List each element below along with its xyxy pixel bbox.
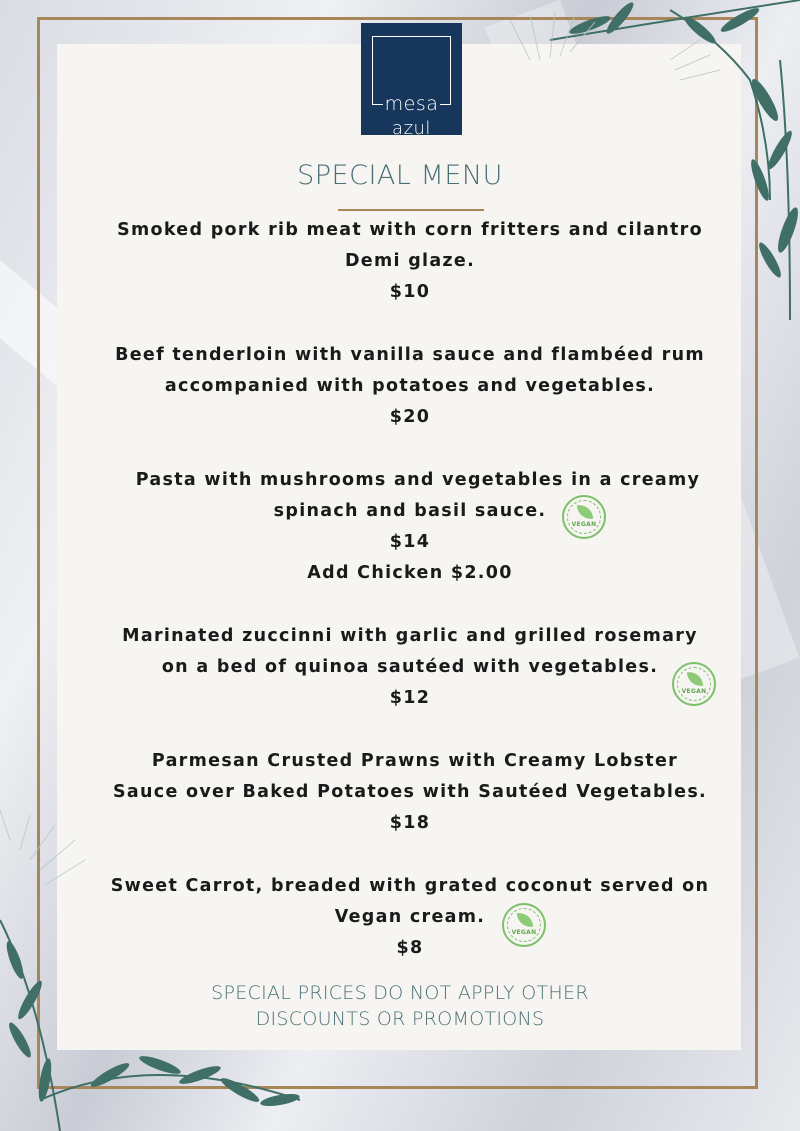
item-price: $8 — [396, 938, 424, 958]
item-addon: Add Chicken $2.00 — [307, 563, 513, 583]
item-price: $10 — [389, 282, 431, 302]
item-price: $20 — [389, 407, 431, 427]
footer-note — [0, 980, 800, 1032]
menu-item — [60, 746, 760, 839]
menu-title: SPECIAL MENU — [297, 160, 503, 191]
brand-name-line2: azul — [392, 118, 431, 139]
item-description-line: Vegan cream. — [334, 907, 486, 927]
item-description-line: on a bed of quinoa sautéed with vegetables. — [161, 657, 659, 677]
vegan-badge-icon: VEGAN — [502, 903, 546, 947]
brand-name-line1: mesa — [384, 93, 439, 115]
menu-item — [60, 621, 760, 714]
item-description-line: spinach and basil sauce. — [273, 501, 547, 521]
item-description-line: Demi glaze. — [344, 251, 476, 271]
item-description-line: Beef tenderloin with vanilla sauce and flambéed rum — [115, 345, 705, 365]
menu-item — [60, 340, 760, 433]
item-price: $12 — [389, 688, 431, 708]
item-description-line: Marinated zuccinni with garlic and grilled rosemary — [122, 626, 698, 646]
item-description-line: Smoked pork rib meat with corn fritters and cilantro — [117, 220, 703, 240]
vegan-badge-icon: VEGAN — [672, 662, 716, 706]
menu-item — [60, 215, 760, 308]
item-price: $18 — [389, 813, 431, 833]
menu-item — [60, 465, 760, 589]
footer-line1: SPECIAL PRICES DO NOT APPLY OTHER — [211, 982, 589, 1004]
menu-item — [60, 871, 760, 964]
item-price: $14 — [389, 532, 431, 552]
item-description-line: Sauce over Baked Potatoes with Sautéed Vegetables. — [113, 782, 707, 802]
item-description-line: Parmesan Crusted Prawns with Creamy Lobster — [151, 751, 679, 771]
brand-logo — [361, 23, 462, 139]
item-description-line: Pasta with mushrooms and vegetables in a creamy — [135, 470, 701, 490]
footer-line2: DISCOUNTS OR PROMOTIONS — [255, 1008, 545, 1030]
vegan-badge-icon: VEGAN — [562, 495, 606, 539]
title-divider — [338, 209, 484, 211]
item-description-line: accompanied with potatoes and vegetables. — [164, 376, 656, 396]
palm-leaves-bottom-left — [0, 800, 330, 1131]
item-description-line: Sweet Carrot, breaded with grated coconut served on — [110, 876, 710, 896]
